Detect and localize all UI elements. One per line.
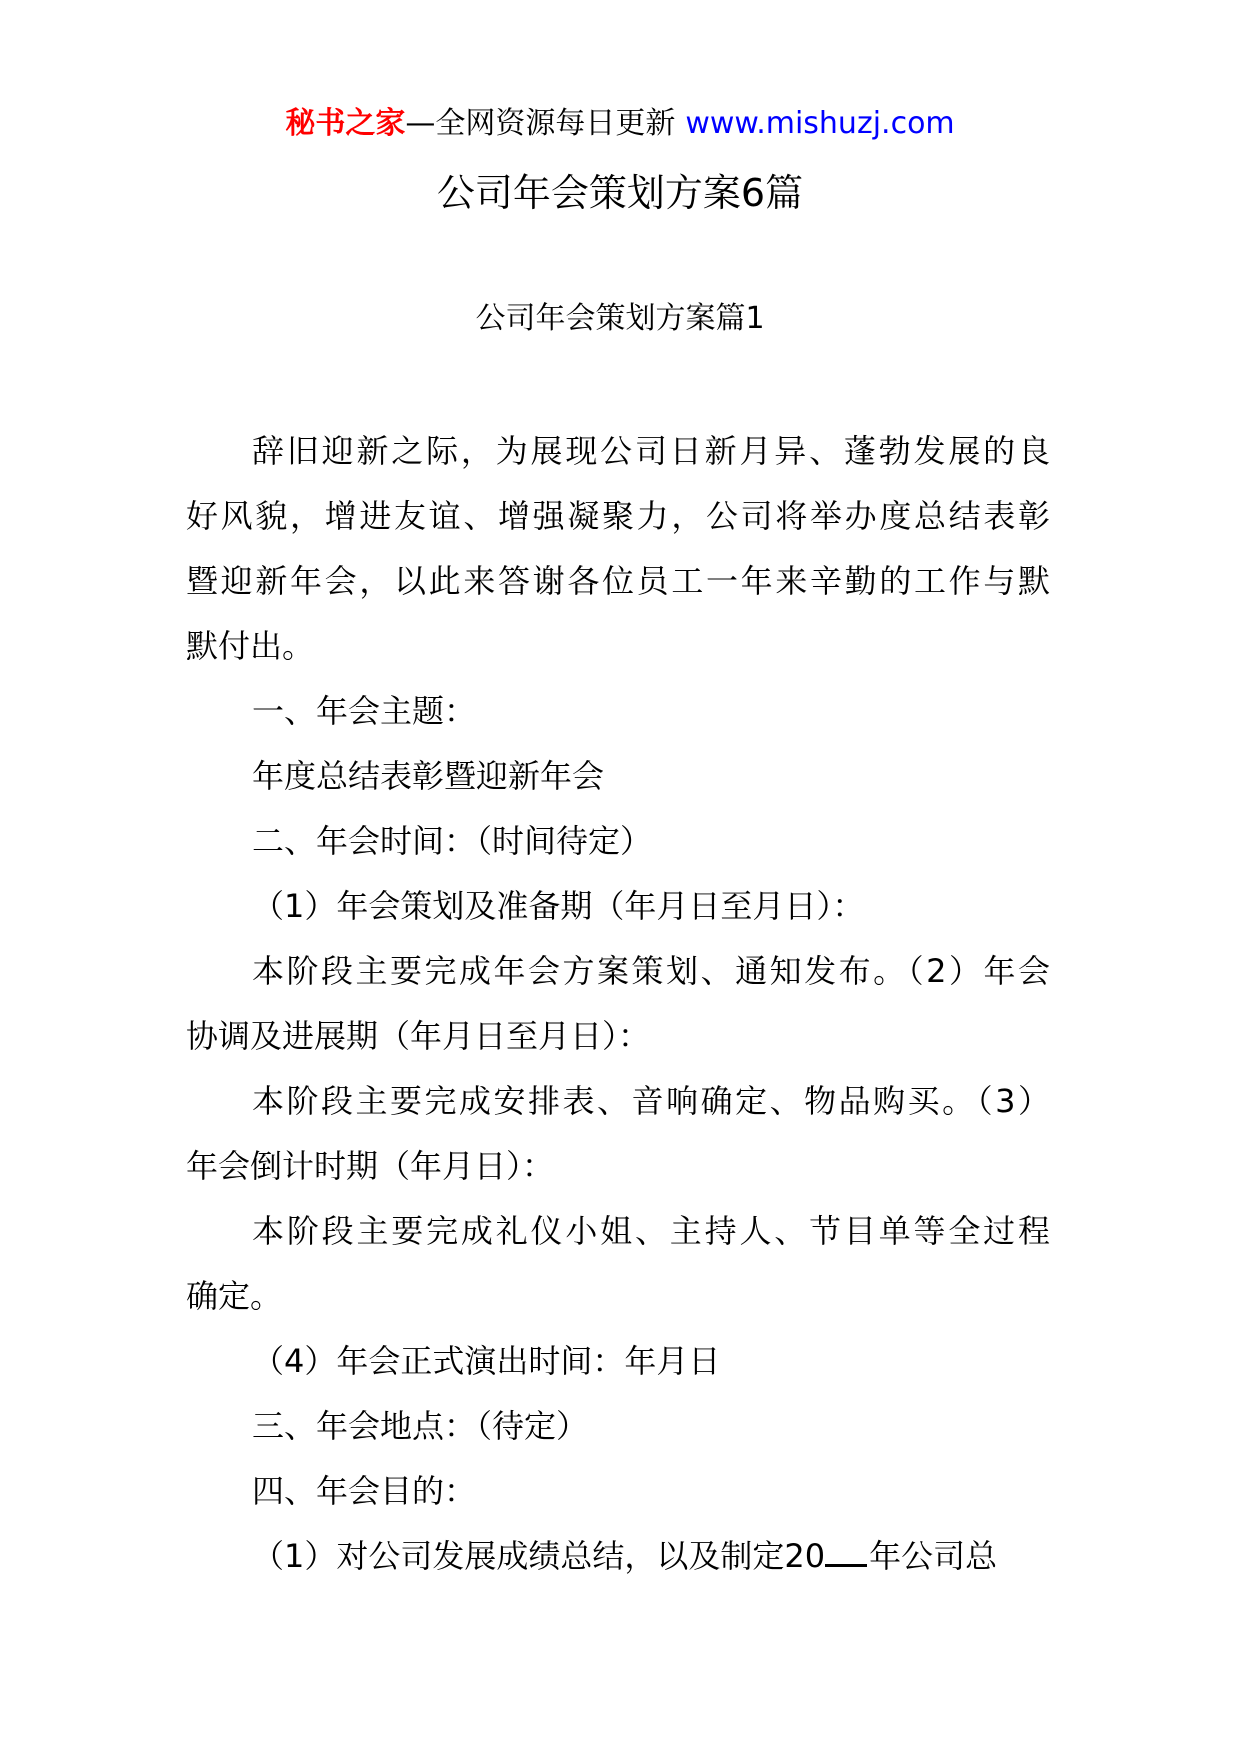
paragraph-line: （1）年会策划及准备期（年月日至月日）： xyxy=(252,887,865,925)
heading-line: 三、年会地点：（待定） xyxy=(252,1407,589,1445)
paragraph-line xyxy=(186,1524,1050,1589)
paragraph-text: （1）对公司发展成绩总结，以及制定20 xyxy=(252,1537,826,1575)
paragraph-line: 本阶段主要完成年会方案策划、通知发布。（2）年会 xyxy=(252,952,1050,990)
site-brand: 秘书之家 xyxy=(285,106,406,141)
heading-line: 一、年会主题： xyxy=(252,692,477,730)
paragraph-line: 默付出。 xyxy=(186,627,315,665)
site-slogan: —全网资源每日更新 xyxy=(405,106,676,141)
site-url-link[interactable]: www.mishuzj.com xyxy=(685,106,955,141)
paragraph-line: 年会倒计时期（年月日）： xyxy=(186,1147,555,1185)
heading-line: 二、年会时间：（时间待定） xyxy=(252,822,653,860)
paragraph-line: 本阶段主要完成礼仪小姐、主持人、节目单等全过程 xyxy=(252,1212,1050,1250)
paragraph-line: 辞旧迎新之际，为展现公司日新月异、蓬勃发展的良 xyxy=(252,432,1050,470)
document-body xyxy=(186,419,1050,1589)
paragraph-line: （4）年会正式演出时间：年月日 xyxy=(252,1342,721,1380)
paragraph-line: 确定。 xyxy=(186,1277,283,1315)
document-title: 公司年会策划方案6篇 xyxy=(436,171,804,215)
heading-line: 四、年会目的： xyxy=(252,1472,477,1510)
paragraph-line: 协调及进展期（年月日至月日）： xyxy=(186,1017,651,1055)
paragraph-line: 本阶段主要完成安排表、音响确定、物品购买。（3） xyxy=(252,1082,1050,1120)
paragraph-line: 暨迎新年会，以此来答谢各位员工一年来辛勤的工作与默 xyxy=(186,562,1050,600)
fill-in-blank xyxy=(825,1540,867,1567)
paragraph-line: 年度总结表彰暨迎新年会 xyxy=(252,757,605,795)
section-title: 公司年会策划方案篇1 xyxy=(475,301,765,336)
paragraph-line: 好风貌，增进友谊、增强凝聚力，公司将举办度总结表彰 xyxy=(186,497,1050,535)
paragraph-text: 年公司总 xyxy=(869,1537,998,1575)
site-header xyxy=(0,98,1240,150)
